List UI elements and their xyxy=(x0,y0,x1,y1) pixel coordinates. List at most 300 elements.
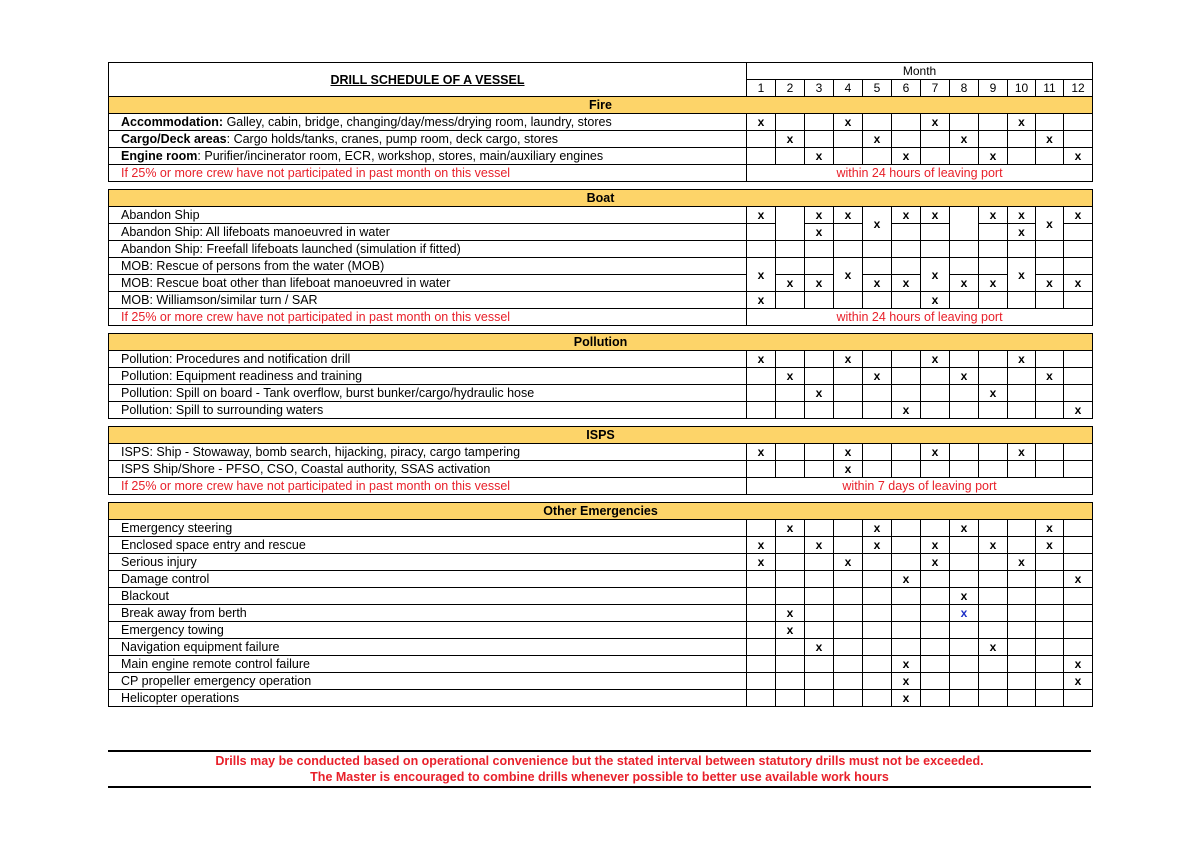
drill-mark: x xyxy=(1064,275,1093,292)
drill-mark: x xyxy=(892,207,921,224)
month-cell xyxy=(892,131,921,148)
month-cell xyxy=(776,673,805,690)
drill-label-text: Navigation equipment failure xyxy=(121,640,280,654)
drill-mark: x xyxy=(747,114,776,131)
month-cell xyxy=(1008,673,1036,690)
drill-mark: x xyxy=(805,385,834,402)
month-cell xyxy=(863,588,892,605)
note-interval: within 24 hours of leaving port xyxy=(747,165,1093,182)
drill-mark: x xyxy=(776,605,805,622)
month-cell xyxy=(979,292,1008,309)
month-cell xyxy=(1008,690,1036,707)
table-row xyxy=(109,292,1093,309)
drill-label-text: Pollution: Spill on board - Tank overflow, burst bunker/cargo/hydraulic hose xyxy=(121,386,535,400)
drill-schedule xyxy=(108,62,1091,707)
note-row xyxy=(109,165,1093,182)
table-row xyxy=(109,385,1093,402)
month-cell xyxy=(1036,241,1064,258)
month-cell xyxy=(834,402,863,419)
month-cell xyxy=(1008,368,1036,385)
month-cell xyxy=(863,639,892,656)
month-cell xyxy=(1036,622,1064,639)
drill-label: Abandon Ship: All lifeboats manoeuvred in water xyxy=(109,224,747,241)
month-cell xyxy=(1008,588,1036,605)
month-cell xyxy=(805,368,834,385)
month-cell xyxy=(834,520,863,537)
drill-mark: x xyxy=(892,690,921,707)
month-cell xyxy=(979,258,1008,275)
drill-mark: x xyxy=(950,588,979,605)
month-cell xyxy=(1064,131,1093,148)
drill-mark: x xyxy=(1064,656,1093,673)
month-cell xyxy=(805,351,834,368)
month-cell xyxy=(1008,241,1036,258)
month-cell xyxy=(834,537,863,554)
drill-mark: x xyxy=(863,207,892,241)
month-cell xyxy=(950,114,979,131)
drill-mark: x xyxy=(1008,258,1036,292)
drill-label-text: Helicopter operations xyxy=(121,691,240,705)
month-cell xyxy=(1036,673,1064,690)
section-gap xyxy=(109,326,1093,334)
month-cell xyxy=(805,520,834,537)
month-10: 10 xyxy=(1008,80,1036,97)
month-cell xyxy=(747,622,776,639)
month-cell xyxy=(1036,385,1064,402)
table-row xyxy=(109,207,1093,224)
month-cell xyxy=(805,690,834,707)
drill-mark: x xyxy=(1008,554,1036,571)
drill-mark: x xyxy=(892,571,921,588)
drill-mark: x xyxy=(805,639,834,656)
month-cell xyxy=(950,656,979,673)
drill-mark: x xyxy=(776,520,805,537)
table-row xyxy=(109,537,1093,554)
drill-mark: x xyxy=(776,275,805,292)
month-header: Month xyxy=(747,63,1093,80)
month-8: 8 xyxy=(950,80,979,97)
month-cell xyxy=(892,554,921,571)
drill-mark: x xyxy=(950,605,979,622)
month-cell xyxy=(979,520,1008,537)
month-cell xyxy=(892,537,921,554)
table-row xyxy=(109,461,1093,478)
month-cell xyxy=(805,605,834,622)
month-cell xyxy=(979,114,1008,131)
month-cell xyxy=(1008,148,1036,165)
month-cell xyxy=(834,656,863,673)
section-boat xyxy=(109,190,1093,207)
drill-mark: x xyxy=(1064,148,1093,165)
drill-mark: x xyxy=(776,131,805,148)
month-cell xyxy=(950,537,979,554)
drill-schedule-table xyxy=(108,62,1093,707)
month-cell xyxy=(863,571,892,588)
month-cell xyxy=(747,520,776,537)
section-pollution xyxy=(109,334,1093,351)
section-header-pollution: Pollution xyxy=(109,334,1093,351)
drill-mark: x xyxy=(950,131,979,148)
drill-mark: x xyxy=(1008,207,1036,224)
month-cell xyxy=(1064,537,1093,554)
drill-mark: x xyxy=(1036,368,1064,385)
drill-label-text: Enclosed space entry and rescue xyxy=(121,538,306,552)
participation-note: If 25% or more crew have not participated in past month on this vessel xyxy=(109,165,747,182)
drill-mark: x xyxy=(834,554,863,571)
month-cell xyxy=(892,461,921,478)
month-cell xyxy=(1036,571,1064,588)
month-cell xyxy=(1036,292,1064,309)
month-cell xyxy=(1036,690,1064,707)
month-cell xyxy=(776,461,805,478)
drill-mark: x xyxy=(892,673,921,690)
month-cell xyxy=(1064,292,1093,309)
month-cell xyxy=(950,258,979,275)
month-cell xyxy=(863,461,892,478)
month-cell xyxy=(1064,639,1093,656)
month-cell xyxy=(834,588,863,605)
month-cell xyxy=(776,537,805,554)
month-cell xyxy=(892,292,921,309)
month-cell xyxy=(834,224,863,241)
month-cell xyxy=(863,292,892,309)
month-cell xyxy=(979,588,1008,605)
drill-label xyxy=(109,114,747,131)
month-cell xyxy=(1036,605,1064,622)
drill-label-text: Pollution: Spill to surrounding waters xyxy=(121,403,324,417)
drill-label xyxy=(109,444,747,461)
drill-label-text: CP propeller emergency operation xyxy=(121,674,312,688)
month-cell xyxy=(921,131,950,148)
month-cell xyxy=(863,148,892,165)
month-cell xyxy=(1064,690,1093,707)
month-cell xyxy=(834,622,863,639)
note-interval: within 7 days of leaving port xyxy=(747,478,1093,495)
drill-label-text: Main engine remote control failure xyxy=(121,657,310,671)
month-cell xyxy=(1036,639,1064,656)
month-cell xyxy=(921,571,950,588)
month-cell xyxy=(979,656,1008,673)
drill-label: Abandon Ship xyxy=(109,207,747,224)
drill-mark: x xyxy=(1008,224,1036,241)
drill-mark: x xyxy=(1036,207,1064,241)
drill-mark: x xyxy=(805,148,834,165)
drill-mark: x xyxy=(979,537,1008,554)
month-cell xyxy=(979,131,1008,148)
month-cell xyxy=(1064,351,1093,368)
month-cell xyxy=(805,258,834,275)
month-cell xyxy=(1008,537,1036,554)
month-cell xyxy=(892,368,921,385)
month-cell xyxy=(979,444,1008,461)
month-cell xyxy=(863,402,892,419)
month-cell xyxy=(776,258,805,275)
drill-mark: x xyxy=(921,554,950,571)
month-cell xyxy=(892,258,921,275)
drill-mark: x xyxy=(834,114,863,131)
page-title: DRILL SCHEDULE OF A VESSEL xyxy=(109,63,747,97)
month-cell xyxy=(979,554,1008,571)
month-cell xyxy=(863,444,892,461)
drill-mark: x xyxy=(1064,402,1093,419)
month-cell xyxy=(950,292,979,309)
month-cell xyxy=(1064,385,1093,402)
month-cell xyxy=(805,114,834,131)
month-cell xyxy=(950,639,979,656)
month-cell xyxy=(892,114,921,131)
table-row xyxy=(109,148,1093,165)
month-cell xyxy=(921,622,950,639)
month-cell xyxy=(805,444,834,461)
drill-label-text: Emergency steering xyxy=(121,521,233,535)
drill-mark: x xyxy=(892,656,921,673)
drill-label-bold: Accommodation: xyxy=(121,115,224,129)
section-gap xyxy=(109,419,1093,427)
drill-mark: x xyxy=(1008,444,1036,461)
month-cell xyxy=(892,588,921,605)
month-cell xyxy=(921,148,950,165)
month-cell xyxy=(776,148,805,165)
drill-label xyxy=(109,148,747,165)
month-cell xyxy=(747,690,776,707)
month-cell xyxy=(747,131,776,148)
month-cell xyxy=(747,571,776,588)
month-cell xyxy=(921,639,950,656)
month-cell xyxy=(1064,444,1093,461)
month-cell xyxy=(834,241,863,258)
month-cell xyxy=(863,351,892,368)
month-cell xyxy=(863,554,892,571)
month-cell xyxy=(950,444,979,461)
month-1: 1 xyxy=(747,80,776,97)
drill-label xyxy=(109,690,747,707)
drill-mark: x xyxy=(747,444,776,461)
month-cell xyxy=(979,690,1008,707)
month-cell xyxy=(834,148,863,165)
drill-label: Abandon Ship: Freefall lifeboats launched (simulation if fitted) xyxy=(109,241,747,258)
drill-label: MOB: Rescue boat other than lifeboat manoeuvred in water xyxy=(109,275,747,292)
month-cell xyxy=(979,673,1008,690)
drill-mark: x xyxy=(747,207,776,224)
month-cell xyxy=(1008,402,1036,419)
drill-label-text: Pollution: Procedures and notification drill xyxy=(121,352,351,366)
month-cell xyxy=(921,588,950,605)
month-cell xyxy=(892,639,921,656)
month-cell xyxy=(921,656,950,673)
month-cell xyxy=(979,402,1008,419)
month-cell xyxy=(979,241,1008,258)
drill-label-text: Pollution: Equipment readiness and training xyxy=(121,369,363,383)
month-cell xyxy=(1064,224,1093,241)
participation-note: If 25% or more crew have not participated in past month on this vessel xyxy=(109,478,747,495)
drill-mark: x xyxy=(1036,131,1064,148)
month-cell xyxy=(950,402,979,419)
month-cell xyxy=(1036,148,1064,165)
drill-label xyxy=(109,461,747,478)
month-cell xyxy=(805,554,834,571)
section-other xyxy=(109,503,1093,520)
month-cell xyxy=(892,622,921,639)
drill-label xyxy=(109,368,747,385)
section-header-fire: Fire xyxy=(109,97,1093,114)
drill-label xyxy=(109,385,747,402)
drill-label xyxy=(109,520,747,537)
drill-label xyxy=(109,351,747,368)
drill-mark: x xyxy=(950,368,979,385)
drill-mark: x xyxy=(892,275,921,292)
drill-mark: x xyxy=(834,351,863,368)
drill-label-text: Emergency towing xyxy=(121,623,224,637)
month-cell xyxy=(805,241,834,258)
month-cell xyxy=(863,673,892,690)
drill-label-text: ISPS: Ship - Stowaway, bomb search, hijacking, piracy, cargo tampering xyxy=(121,445,521,459)
drill-mark: x xyxy=(1008,114,1036,131)
month-cell xyxy=(863,690,892,707)
drill-label-text: Damage control xyxy=(121,572,210,586)
month-cell xyxy=(863,605,892,622)
footer-notice xyxy=(108,750,1091,788)
month-cell xyxy=(747,588,776,605)
drill-label xyxy=(109,588,747,605)
month-cell xyxy=(776,639,805,656)
table-row xyxy=(109,258,1093,275)
table-row xyxy=(109,571,1093,588)
month-cell xyxy=(921,224,950,241)
month-cell xyxy=(950,690,979,707)
month-cell xyxy=(1008,292,1036,309)
drill-mark: x xyxy=(1064,571,1093,588)
month-cell xyxy=(1008,520,1036,537)
participation-note: If 25% or more crew have not participated in past month on this vessel xyxy=(109,309,747,326)
drill-mark: x xyxy=(863,131,892,148)
drill-label xyxy=(109,131,747,148)
month-cell xyxy=(776,571,805,588)
month-cell xyxy=(1064,258,1093,275)
month-cell xyxy=(834,368,863,385)
table-row xyxy=(109,224,1093,241)
drill-label-text: Blackout xyxy=(121,589,169,603)
month-cell xyxy=(805,402,834,419)
month-cell xyxy=(805,131,834,148)
month-cell xyxy=(1008,131,1036,148)
drill-mark: x xyxy=(1036,275,1064,292)
month-cell xyxy=(747,385,776,402)
section-fire xyxy=(109,97,1093,114)
month-cell xyxy=(950,207,979,241)
drill-mark: x xyxy=(921,258,950,292)
month-cell xyxy=(863,258,892,275)
table-row xyxy=(109,114,1093,131)
month-7: 7 xyxy=(921,80,950,97)
drill-label xyxy=(109,537,747,554)
drill-mark: x xyxy=(921,444,950,461)
table-row xyxy=(109,241,1093,258)
drill-label-text: : Purifier/incinerator room, ECR, workshop, stores, main/auxiliary engines xyxy=(197,149,604,163)
month-cell xyxy=(921,241,950,258)
month-cell xyxy=(921,605,950,622)
month-cell xyxy=(979,461,1008,478)
drill-label xyxy=(109,639,747,656)
drill-mark: x xyxy=(805,537,834,554)
month-cell xyxy=(863,385,892,402)
month-cell xyxy=(834,605,863,622)
month-cell xyxy=(1036,588,1064,605)
month-cell xyxy=(892,224,921,241)
month-cell xyxy=(979,605,1008,622)
drill-mark: x xyxy=(921,292,950,309)
section-gap xyxy=(109,495,1093,503)
month-cell xyxy=(1008,571,1036,588)
month-cell xyxy=(776,656,805,673)
drill-mark: x xyxy=(979,207,1008,224)
drill-mark: x xyxy=(979,148,1008,165)
table-row xyxy=(109,351,1093,368)
table-row xyxy=(109,690,1093,707)
section-header-boat: Boat xyxy=(109,190,1093,207)
note-interval: within 24 hours of leaving port xyxy=(747,309,1093,326)
month-cell xyxy=(805,622,834,639)
month-cell xyxy=(747,656,776,673)
table-row xyxy=(109,673,1093,690)
month-cell xyxy=(805,673,834,690)
drill-mark: x xyxy=(1008,351,1036,368)
month-cell xyxy=(776,241,805,258)
month-cell xyxy=(1036,444,1064,461)
month-cell xyxy=(805,656,834,673)
month-cell xyxy=(979,351,1008,368)
month-cell xyxy=(921,402,950,419)
month-cell xyxy=(834,673,863,690)
drill-label-bold: Engine room xyxy=(121,149,198,163)
month-cell xyxy=(863,622,892,639)
section-header-isps: ISPS xyxy=(109,427,1093,444)
month-cell xyxy=(892,605,921,622)
month-cell xyxy=(863,656,892,673)
month-cell xyxy=(834,639,863,656)
month-cell xyxy=(1064,622,1093,639)
drill-label xyxy=(109,656,747,673)
month-cell xyxy=(950,673,979,690)
month-cell xyxy=(950,241,979,258)
month-cell xyxy=(747,605,776,622)
month-5: 5 xyxy=(863,80,892,97)
drill-mark: x xyxy=(747,258,776,292)
drill-mark: x xyxy=(921,351,950,368)
month-cell xyxy=(805,292,834,309)
month-cell xyxy=(1036,461,1064,478)
table-row xyxy=(109,444,1093,461)
drill-mark: x xyxy=(921,537,950,554)
drill-mark: x xyxy=(747,554,776,571)
month-cell xyxy=(863,114,892,131)
month-cell xyxy=(950,622,979,639)
drill-mark: x xyxy=(1064,207,1093,224)
drill-label xyxy=(109,673,747,690)
drill-mark: x xyxy=(747,351,776,368)
month-cell xyxy=(950,554,979,571)
footer-line-1: Drills may be conducted based on operational convenience but the stated interval between statutory drills must not be exceeded. xyxy=(215,754,984,768)
drill-mark: x xyxy=(747,537,776,554)
month-cell xyxy=(834,131,863,148)
month-cell xyxy=(950,148,979,165)
drill-mark: x xyxy=(863,537,892,554)
drill-mark: x xyxy=(979,385,1008,402)
table-row xyxy=(109,368,1093,385)
footer-line-2: The Master is encouraged to combine drills whenever possible to better use available work hours xyxy=(310,770,889,784)
table-row xyxy=(109,605,1093,622)
month-cell xyxy=(776,292,805,309)
section-header-other: Other Emergencies xyxy=(109,503,1093,520)
